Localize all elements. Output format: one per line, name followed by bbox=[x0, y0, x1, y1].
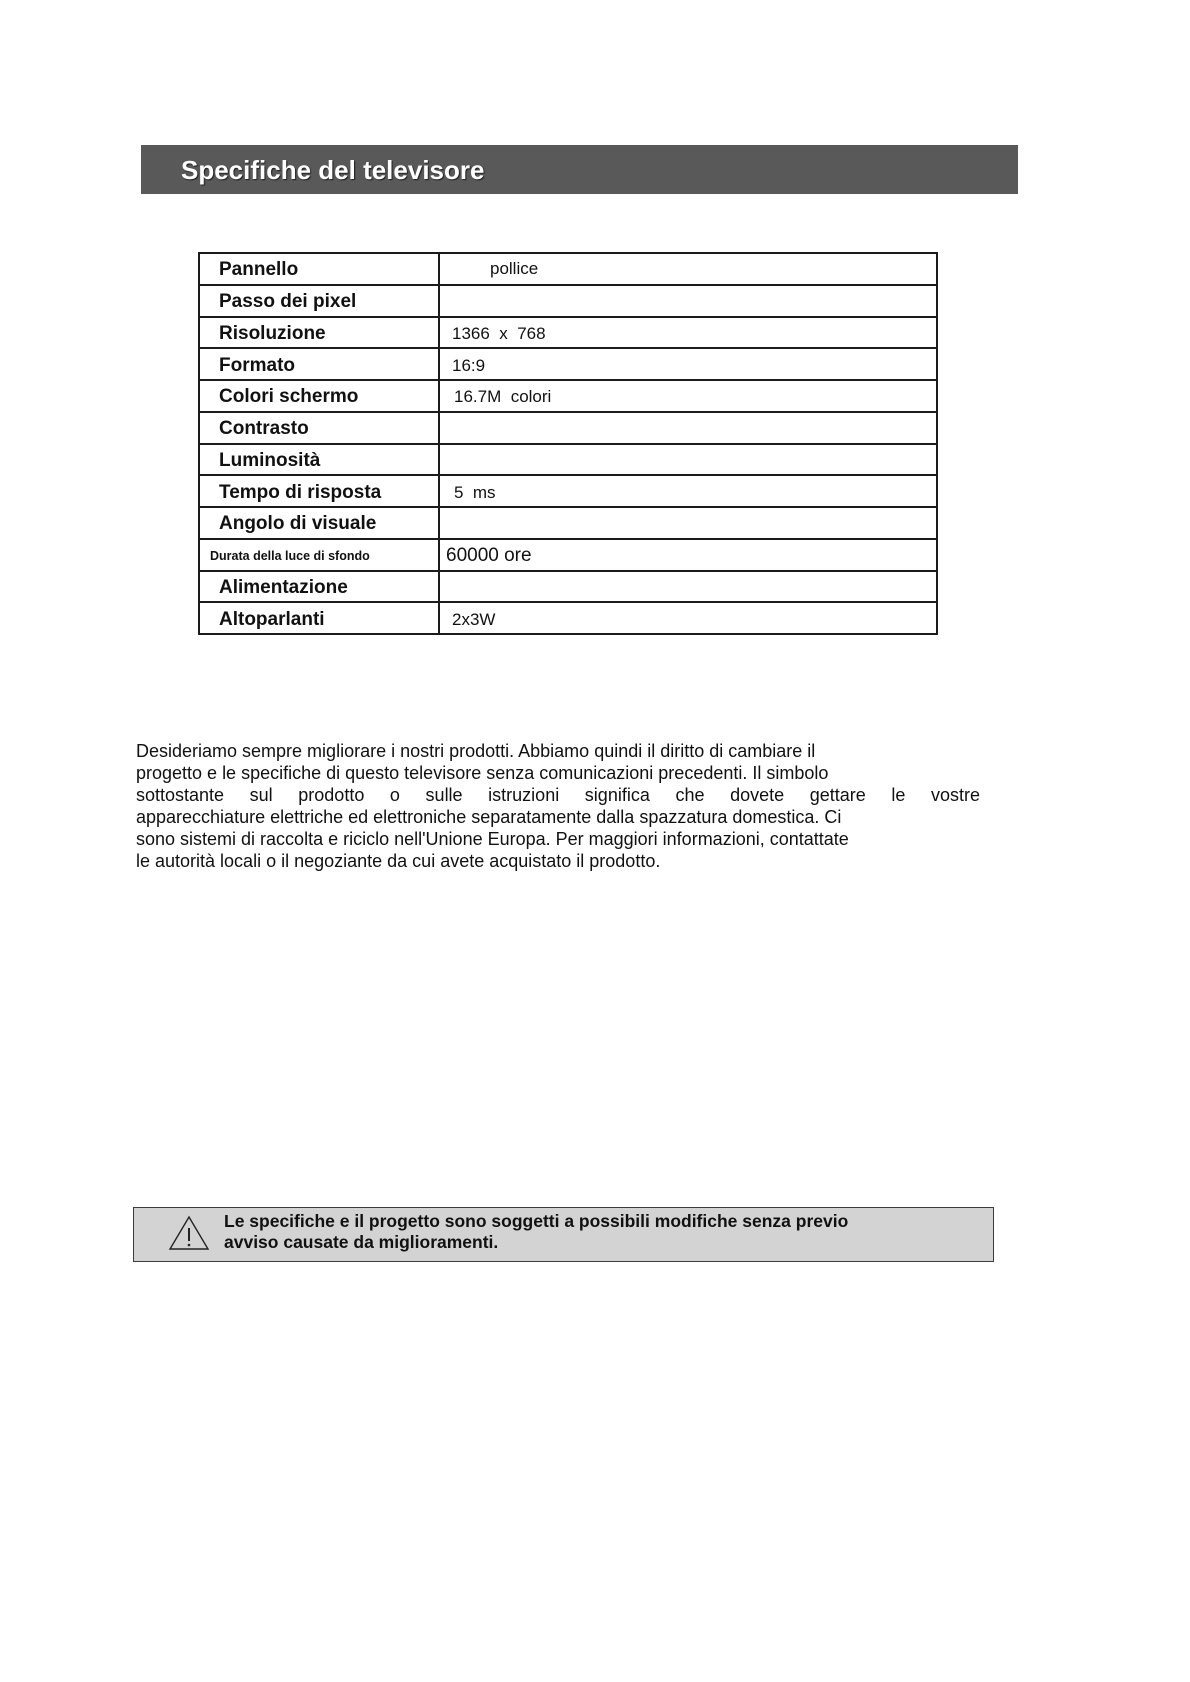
spec-label: Colori schermo bbox=[199, 380, 439, 412]
warning-line: Le specifiche e il progetto sono soggetti a possibili modifiche senza previo bbox=[224, 1211, 849, 1231]
page-title: Specifiche del televisore bbox=[181, 155, 485, 185]
spec-row bbox=[199, 475, 937, 507]
spec-value bbox=[439, 412, 937, 444]
notice-line: apparecchiature elettriche ed elettroniche separatamente dalla spazzatura domestica. Ci bbox=[136, 807, 842, 827]
spec-value: pollice bbox=[439, 253, 937, 285]
notice-line: Desideriamo sempre migliorare i nostri prodotti. Abbiamo quindi il diritto di cambiare il bbox=[136, 741, 816, 761]
spec-label: Formato bbox=[199, 348, 439, 380]
spec-value: 2x3W bbox=[439, 602, 937, 634]
spec-label: Pannello bbox=[199, 253, 439, 285]
spec-label: Angolo di visuale bbox=[199, 507, 439, 539]
spec-value bbox=[439, 507, 937, 539]
notice-line: progetto e le specifiche di questo televisore senza comunicazioni precedenti. Il simbolo bbox=[136, 763, 829, 783]
spec-value bbox=[439, 285, 937, 317]
spec-label: Contrasto bbox=[199, 412, 439, 444]
spec-row bbox=[199, 317, 937, 349]
spec-label: Alimentazione bbox=[199, 571, 439, 603]
notice-paragraph bbox=[136, 740, 980, 872]
warning-triangle-icon bbox=[168, 1215, 210, 1251]
spec-value bbox=[439, 444, 937, 476]
spec-table bbox=[198, 252, 938, 635]
spec-label: Risoluzione bbox=[199, 317, 439, 349]
spec-value: 60000 ore bbox=[439, 539, 937, 571]
spec-label: Luminosità bbox=[199, 444, 439, 476]
spec-row bbox=[199, 253, 937, 285]
spec-row bbox=[199, 571, 937, 603]
spec-label: Altoparlanti bbox=[199, 602, 439, 634]
spec-label: Durata della luce di sfondo bbox=[199, 539, 439, 571]
spec-row bbox=[199, 380, 937, 412]
spec-row bbox=[199, 602, 937, 634]
spec-value: 16.7M colori bbox=[439, 380, 937, 412]
spec-row bbox=[199, 444, 937, 476]
spec-row bbox=[199, 412, 937, 444]
header-bar bbox=[141, 145, 1018, 194]
spec-row bbox=[199, 285, 937, 317]
spec-value: 5 ms bbox=[439, 475, 937, 507]
spec-row bbox=[199, 539, 937, 571]
warning-box bbox=[133, 1207, 994, 1262]
spec-value: 1366 x 768 bbox=[439, 317, 937, 349]
spec-row bbox=[199, 507, 937, 539]
notice-line: le autorità locali o il negoziante da cui avete acquistato il prodotto. bbox=[136, 851, 661, 871]
notice-line: sono sistemi di raccolta e riciclo nell'Unione Europa. Per maggiori informazioni, contattate bbox=[136, 829, 849, 849]
warning-line: avviso causate da miglioramenti. bbox=[224, 1232, 499, 1252]
notice-line: sottostante sul prodotto o sulle istruzioni significa che dovete gettare le vostre bbox=[136, 785, 980, 805]
warning-text bbox=[224, 1211, 848, 1253]
spec-value: 16:9 bbox=[439, 348, 937, 380]
spec-label: Passo dei pixel bbox=[199, 285, 439, 317]
spec-label: Tempo di risposta bbox=[199, 475, 439, 507]
spec-value bbox=[439, 571, 937, 603]
spec-row bbox=[199, 348, 937, 380]
